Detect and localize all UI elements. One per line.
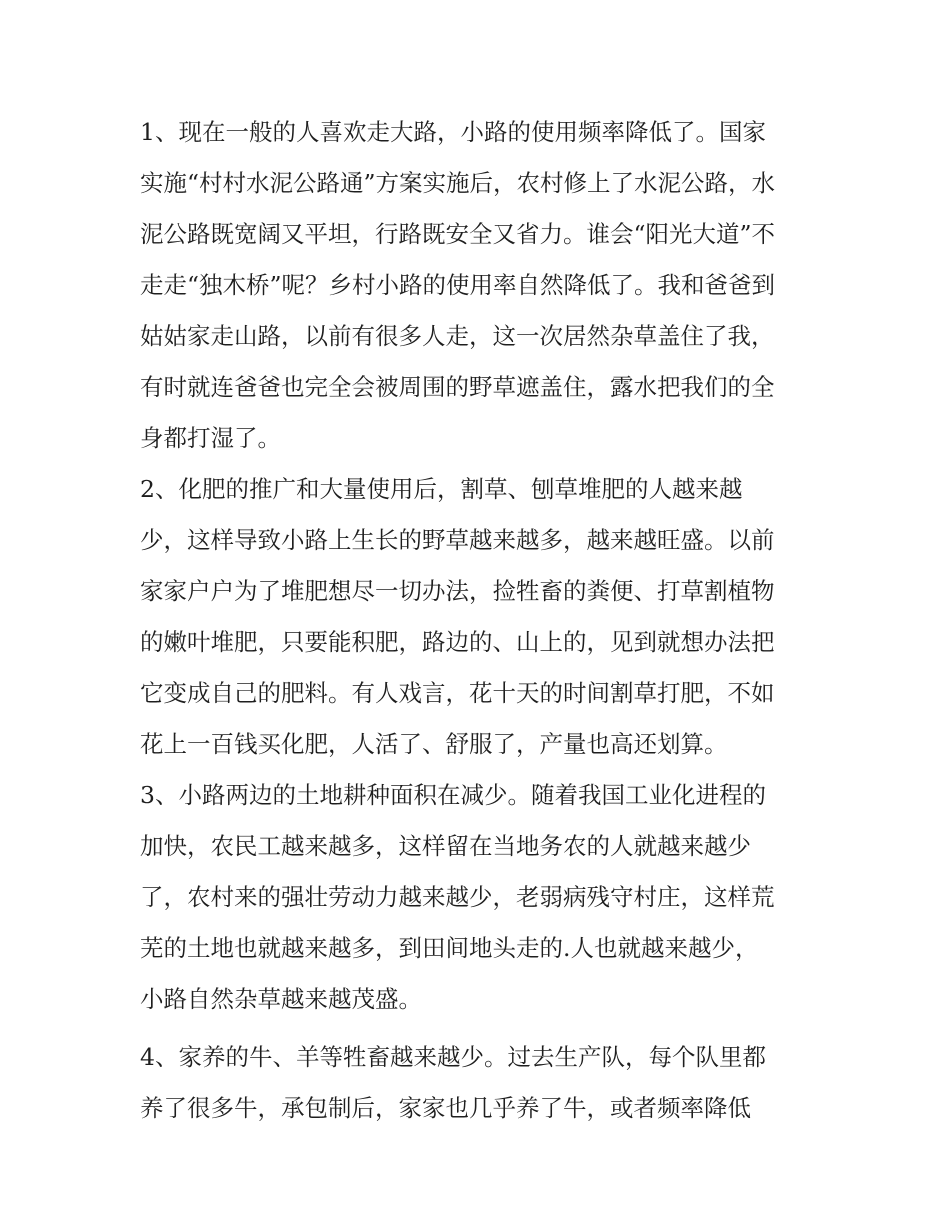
- text-line: 的嫩叶堆肥，只要能积肥，路边的、山上的，见到就想办法把: [140, 628, 775, 656]
- paragraph-3: [140, 775, 820, 1030]
- text-line: 家家户户为了堆肥想尽一切办法，捡牲畜的粪便、打草割植物: [140, 577, 775, 605]
- paragraph-2: [140, 469, 820, 775]
- text-line: 走走“独木桥”呢？乡村小路的使用率自然降低了。我和爸爸到: [140, 271, 776, 299]
- text-line: 了，农村来的强壮劳动力越来越少，老弱病残守村庄，这样荒: [140, 883, 775, 911]
- text-line: 养了很多牛，承包制后，家家也几乎养了牛，或者频率降低: [140, 1094, 751, 1122]
- text-line: 2、化肥的推广和大量使用后，割草、刨草堆肥的人越来越: [140, 475, 743, 503]
- text-line: 加快，农民工越来越多，这样留在当地务农的人就越来越少: [140, 832, 751, 860]
- text-line: 花上一百钱买化肥，人活了、舒服了，产量也高还划算。: [140, 730, 728, 758]
- text-line: 有时就连爸爸也完全会被周围的野草遮盖住，露水把我们的全: [140, 373, 775, 401]
- text-line: 4、家养的牛、羊等牲畜越来越少。过去生产队，每个队里都: [140, 1043, 766, 1071]
- paragraph-1: [140, 112, 820, 469]
- document-body: [140, 112, 820, 1139]
- text-line: 身都打湿了。: [140, 424, 281, 452]
- text-line: 小路自然杂草越来越茂盛。: [140, 985, 422, 1013]
- text-line: 泥公路既宽阔又平坦，行路既安全又省力。谁会“阳光大道”不: [140, 220, 776, 248]
- text-line: 芜的土地也就越来越多，到田间地头走的.人也就越来越少，: [140, 934, 759, 962]
- text-line: 实施“村村水泥公路通”方案实施后，农村修上了水泥公路，水: [140, 169, 776, 197]
- text-line: 姑姑家走山路，以前有很多人走，这一次居然杂草盖住了我，: [140, 322, 775, 350]
- text-line: 它变成自己的肥料。有人戏言，花十天的时间割草打肥，不如: [140, 679, 775, 707]
- paragraph-4: [140, 1037, 820, 1139]
- text-line: 少，这样导致小路上生长的野草越来越多，越来越旺盛。以前: [140, 526, 775, 554]
- text-line: 3、小路两边的土地耕种面积在减少。随着我国工业化进程的: [140, 781, 766, 809]
- text-line: 1、现在一般的人喜欢走大路，小路的使用频率降低了。国家: [140, 118, 766, 146]
